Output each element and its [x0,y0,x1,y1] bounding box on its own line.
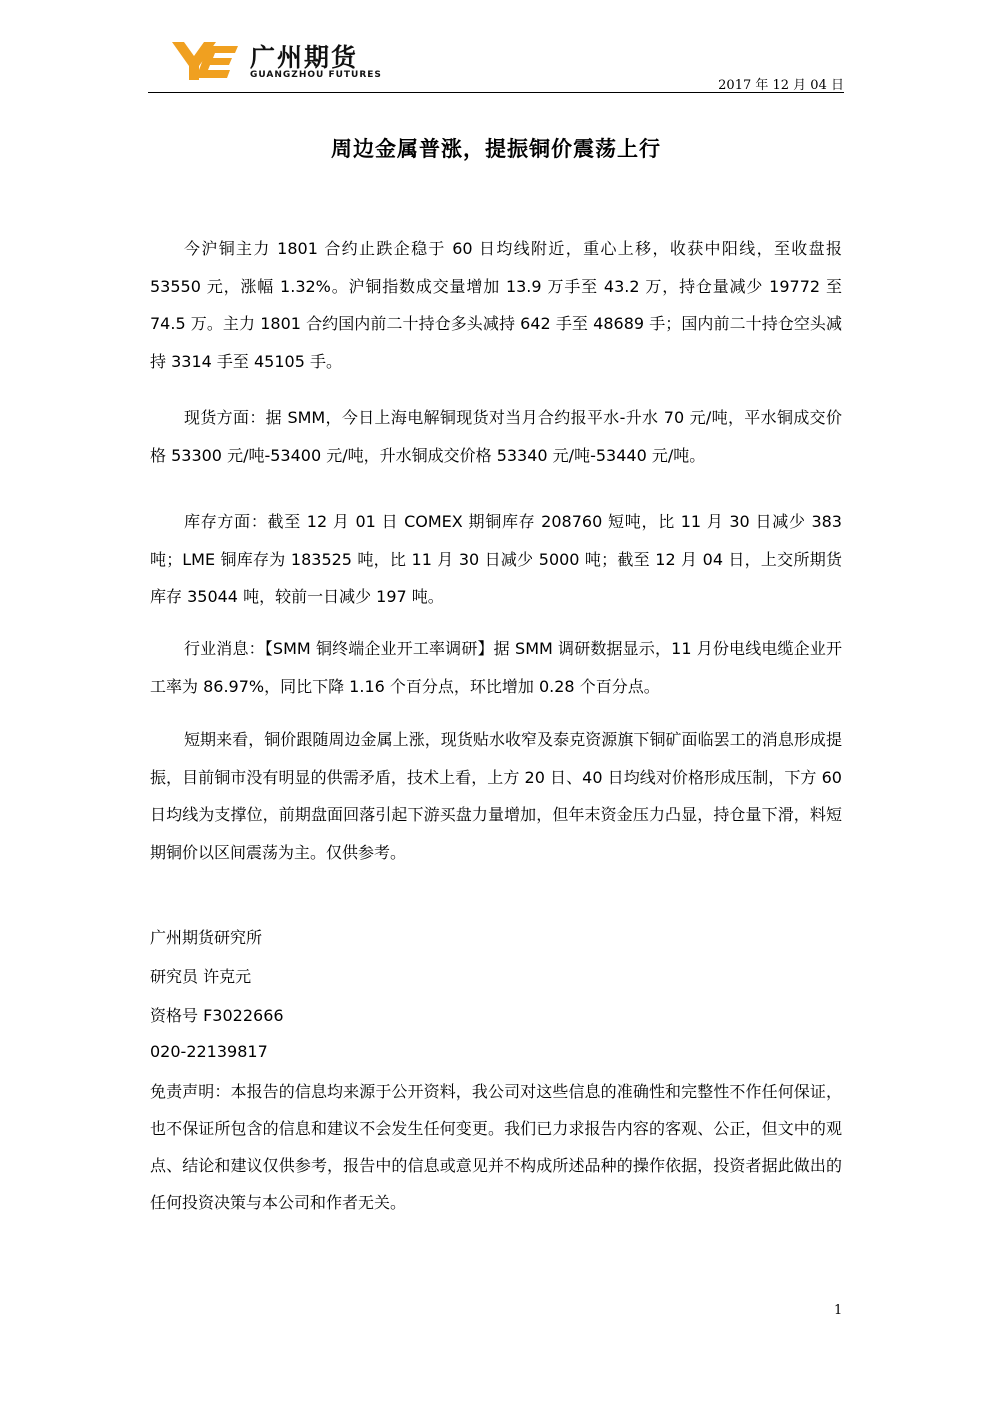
paragraph-industry-news: 行业消息：【SMM 铜终端企业开工率调研】据 SMM 调研数据显示，11 月份电线电缆企业开工率为 86.97%，同比下降 1.16 个百分点，环比增加 0.28 个百分点。 [150,639,842,696]
header-divider [148,92,844,93]
company-logo [172,38,382,84]
research-institute: 广州期货研究所 [150,928,263,947]
logo-chinese-name: 广州期货 [250,43,359,72]
paragraph-spot-market: 现货方面：据 SMM，今日上海电解铜现货对当月合约报平水-升水 70 元/吨，平水铜成交价格 53300 元/吨-53400 元/吨，升水铜成交价格 53340 元/吨-53440 元/吨。 [150,408,842,465]
report-date: 2017 年 12 月 04 日 [718,78,844,93]
paragraph-market-summary: 今沪铜主力 1801 合约止跌企稳于 60 日均线附近，重心上移，收获中阳线，至收盘报 53550 元，涨幅 1.32%。沪铜指数成交量增加 13.9 万手至 43.2 万，持仓量减少 19772 至 74.5 万。主力 1801 合约国内前二十持仓多头减持 642 手至 48689 手；国内前二十持仓空头减持 3314 手至 45105 手。 [150,239,842,371]
researcher-name: 研究员 许克元 [150,967,252,986]
paragraph-outlook: 短期来看，铜价跟随周边金属上涨，现货贴水收窄及泰克资源旗下铜矿面临罢工的消息形成提振，目前铜市没有明显的供需矛盾，技术上看，上方 20 日、40 日均线对价格形成压制，下方 60 日均线为支撑位，前期盘面回落引起下游买盘力量增加，但年末资金压力凸显，持仓量下滑，料短期铜价以区间震荡为主。仅供参考。 [150,730,842,862]
disclaimer: 免责声明：本报告的信息均来源于公开资料，我公司对这些信息的准确性和完整性不作任何保证，也不保证所包含的信息和建议不会发生任何变更。我们已力求报告内容的客观、公正，但文中的观点、结论和建议仅供参考，报告中的信息或意见并不构成所述品种的操作依据，投资者据此做出的任何投资决策与本公司和作者无关。 [150,1082,842,1212]
paragraph-inventory: 库存方面：截至 12 月 01 日 COMEX 期铜库存 208760 短吨，比 11 月 30 日减少 383 吨；LME 铜库存为 183525 吨，比 11 月 30 日减少 5000 吨；截至 12 月 04 日，上交所期货库存 35044 吨，较前一日减少 197 吨。 [150,512,842,606]
contact-phone: 020-22139817 [150,1042,268,1061]
logo-english-name: GUANGZHOU FUTURES [250,70,382,80]
logo-mark-icon [172,40,242,82]
page-number: 1 [834,1303,843,1318]
report-title: 周边金属普涨，提振铜价震荡上行 [331,137,661,161]
qualification-number: 资格号 F3022666 [150,1006,284,1025]
